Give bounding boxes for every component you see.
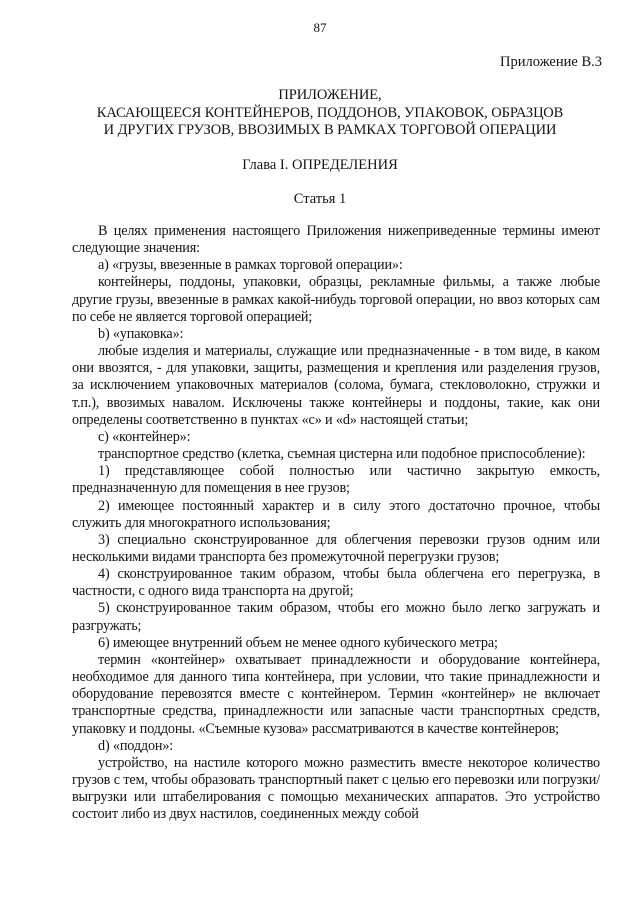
heading-line-2: КАСАЮЩЕЕСЯ КОНТЕЙНЕРОВ, ПОДДОНОВ, УПАКОВОК, ОБРАЗЦОВ — [96, 104, 564, 121]
annex-label: Приложение В.3 — [500, 54, 602, 70]
article-title: Статья 1 — [293, 191, 347, 207]
term-a-definition: контейнеры, поддоны, упаковки, образцы, рекламные фильмы, а также любые другие грузы, ввезенные в рамках какой-нибудь торговой операции, но ввоз которых сам по себе не является торговой операцией; — [72, 274, 600, 325]
term-a-heading: a) «грузы, ввезенные в рамках торговой операции»: — [98, 257, 403, 274]
term-c-item-3: 3) специально сконструированное для облегчения перевозки грузов одним или несколькими видами транспорта без промежуточной перегрузки грузов; — [72, 531, 600, 565]
body-text — [72, 223, 600, 823]
term-c-heading: c) «контейнер»: — [98, 428, 191, 445]
term-c-item-1: 1) представляющее собой полностью или частично закрытую емкость, предназначенную для помещения в нее грузов; — [72, 463, 600, 497]
heading-line-3: И ДРУГИХ ГРУЗОВ, ВВОЗИМЫХ В РАМКАХ ТОРГОВОЙ ОПЕРАЦИИ — [103, 122, 557, 138]
term-d-definition: устройство, на настиле которого можно разместить вместе некоторое количество грузов с тем, чтобы образовать транспортный пакет с целью его перевозки или погрузки/выгрузки или штабелирования с помощью механических аппаратов. Это устройство состоит либо из двух настилов, соединенных между собой — [72, 754, 600, 823]
chapter-title: Глава I. ОПРЕДЕЛЕНИЯ — [242, 157, 398, 173]
term-c-definition: транспортное средство (клетка, съемная цистерна или подобное приспособление): — [98, 446, 586, 463]
term-c-item-4: 4) сконструированное таким образом, чтобы была облегчена его перегрузка, в частности, с одного вида транспорта на другой; — [72, 566, 600, 600]
term-d-heading: d) «поддон»: — [98, 737, 174, 754]
annex-heading — [60, 87, 600, 140]
heading-line-1: ПРИЛОЖЕНИЕ, — [278, 87, 382, 103]
term-c-item-6: 6) имеющее внутренний объем не менее одного кубического метра; — [98, 634, 498, 651]
term-c-scope: термин «контейнер» охватывает принадлежности и оборудование контейнера, необходимое для данного типа контейнера, при условии, что такие принадлежности и оборудование перевозятся вместе с контейнером. Термин «контейнер» не включает транспортные средства, принадлежности или запасные части транспортных средств, упаковку и поддоны. «Съемные кузова» рассматриваются в качестве контейнеров; — [72, 651, 600, 737]
page-number: 87 — [313, 20, 327, 35]
term-b-definition: любые изделия и материалы, служащие или предназначенные - в том виде, в каком они ввозятся, - для упаковки, защиты, размещения и крепления или разделения грузов, за исключением упаковочных материалов (солома, бумага, стекловолокно, стружки и т.п.), ввозимых навалом. Исключены также контейнеры и поддоны, такие, как они определены соответственно в пунктах «c» и «d» настоящей статьи; — [72, 343, 600, 428]
term-b-heading: b) «упаковка»: — [98, 325, 184, 342]
term-c-item-2: 2) имеющее постоянный характер и в силу этого достаточно прочное, чтобы служить для многократного использования; — [72, 497, 600, 531]
term-c-item-5: 5) сконструированное таким образом, чтобы его можно было легко загружать и разгружать; — [72, 600, 600, 634]
paragraph-intro: В целях применения настоящего Приложения нижеприведенные термины имеют следующие значения: — [72, 223, 600, 257]
